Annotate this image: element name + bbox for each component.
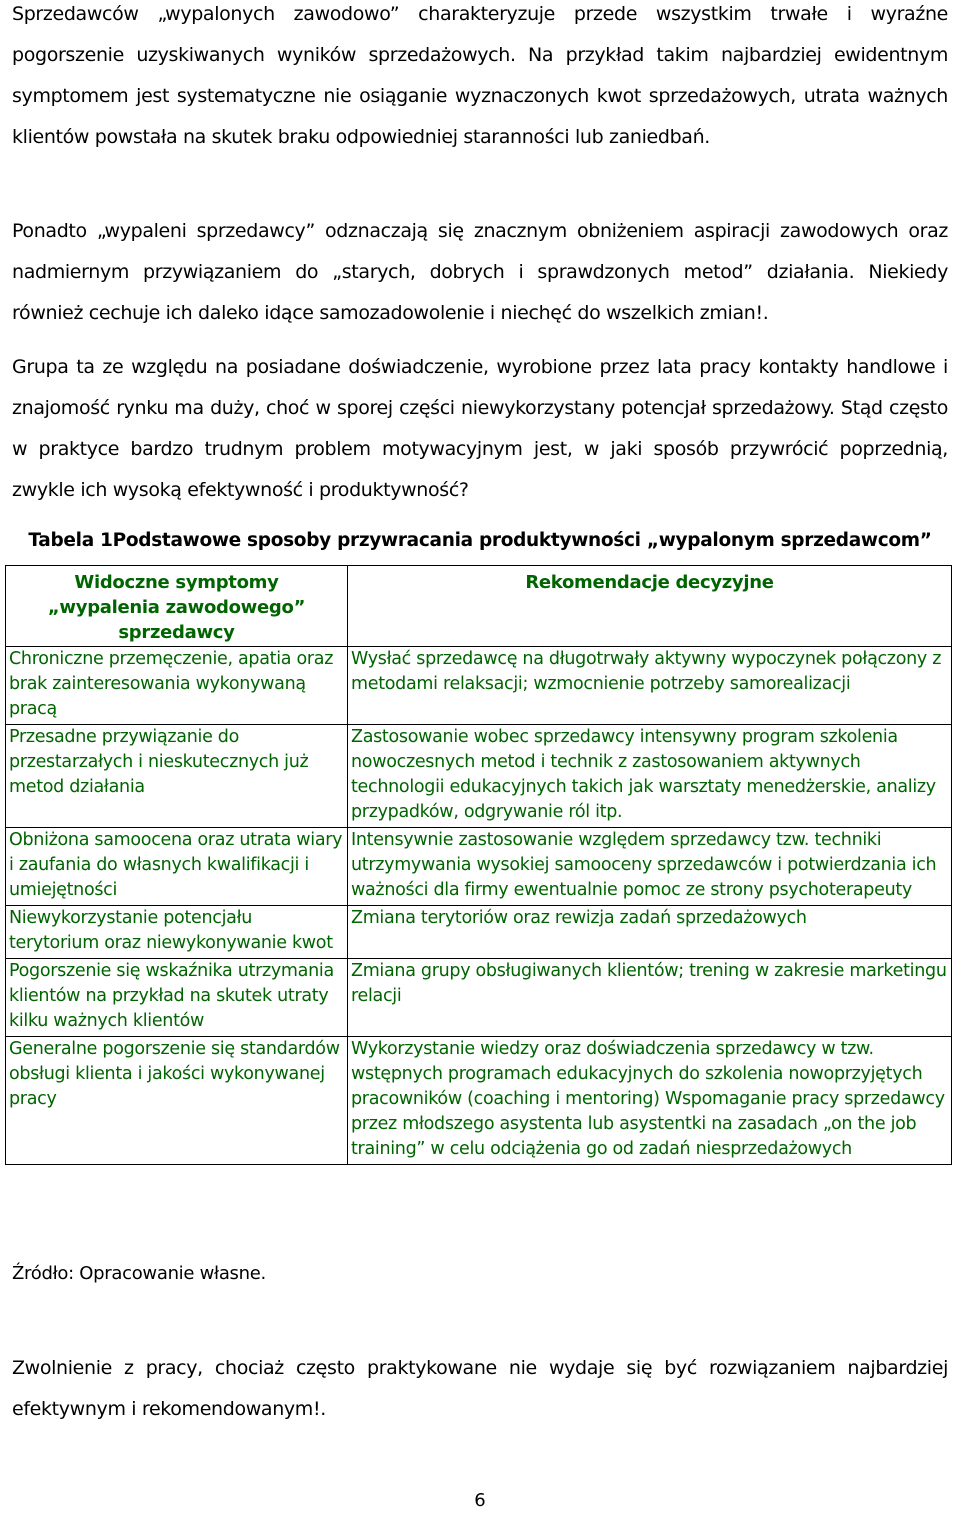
symptom-cell: Pogorszenie się wskaźnika utrzymania klientów na przykład na skutek utraty kilku ważnych klientów bbox=[6, 959, 348, 1037]
header-recommendations: Rekomendacje decyzyjne bbox=[348, 566, 952, 647]
recommendation-cell: Zmiana terytoriów oraz rewizja zadań sprzedażowych bbox=[348, 906, 952, 959]
table-source: Źródło: Opracowanie własne. bbox=[12, 1263, 266, 1284]
recommendation-cell: Wykorzystanie wiedzy oraz doświadczenia sprzedawcy w tzw. wstępnych programach edukacyjnych do szkolenia nowoprzyjętych pracowników (coaching i mentoring) Wspomaganie pracy sprzedawcy przez młodszego asystenta lub asystentki na zasadach „on the job training” w celu odciążenia go od zadań niesprzedażowych bbox=[348, 1037, 952, 1165]
table-row bbox=[6, 828, 952, 906]
table-row bbox=[6, 959, 952, 1037]
table-row bbox=[6, 1037, 952, 1165]
page-number: 6 bbox=[474, 1490, 486, 1511]
symptom-cell: Przesadne przywiązanie do przestarzałych i nieskutecznych już metod działania bbox=[6, 725, 348, 828]
recommendation-cell: Intensywnie zastosowanie względem sprzedawcy tzw. techniki utrzymywania wysokiej samooceny sprzedawców i potwierdzania ich ważności dla firmy ewentualnie pomoc ze strony psychoterapeuty bbox=[348, 828, 952, 906]
header-symptoms: Widoczne symptomy „wypalenia zawodowego” sprzedawcy bbox=[6, 566, 348, 647]
paragraph-burnout-potential: Grupa ta ze względu na posiadane doświadczenie, wyrobione przez lata pracy kontakty handlowe i znajomość rynku ma duży, choć w sporej części niewykorzystany potencjał sprzedażowy. Stąd często w praktyce bardzo trudnym problem motywacyjnym jest, w jaki sposób przywrócić poprzednią, zwykle ich wysoką efektywność i produktywność? bbox=[12, 356, 948, 501]
recommendation-cell: Zastosowanie wobec sprzedawcy intensywny program szkolenia nowoczesnych metod i technik z zastosowaniem aktywnych technologii edukacyjnych takich jak warsztaty menedżerskie, analizy przypadków, odgrywanie ról itp. bbox=[348, 725, 952, 828]
paragraph-dismissal: Zwolnienie z pracy, chociaż często praktykowane nie wydaje się być rozwiązaniem najbardziej efektywnym i rekomendowanym!. bbox=[12, 1357, 948, 1420]
paragraph-burnout-aspirations: Ponadto „wypaleni sprzedawcy” odznaczają się znacznym obniżeniem aspiracji zawodowych oraz nadmiernym przywiązaniem do „starych, dobrych i sprawdzonych metod” działania. Niekiedy również cechuje ich daleko idące samozadowolenie i niechęć do wszelkich zmian!. bbox=[12, 220, 948, 324]
recommendation-cell: Wysłać sprzedawcę na długotrwały aktywny wypoczynek połączony z metodami relaksacji; wzmocnienie potrzeby samorealizacji bbox=[348, 647, 952, 725]
table-row bbox=[6, 725, 952, 828]
table-row bbox=[6, 906, 952, 959]
table-row bbox=[6, 647, 952, 725]
symptom-cell: Obniżona samoocena oraz utrata wiary i zaufania do własnych kwalifikacji i umiejętności bbox=[6, 828, 348, 906]
table-caption: Tabela 1Podstawowe sposoby przywracania produktywności „wypalonym sprzedawcom” bbox=[28, 530, 932, 551]
recommendation-cell: Zmiana grupy obsługiwanych klientów; trening w zakresie marketingu relacji bbox=[348, 959, 952, 1037]
paragraph-burnout-symptoms: Sprzedawców „wypalonych zawodowo” charakteryzuje przede wszystkim trwałe i wyraźne pogorszenie uzyskiwanych wyników sprzedażowych. Na przykład takim najbardziej ewidentnym symptomem jest systematyczne nie osiąganie wyznaczonych kwot sprzedażowych, utrata ważnych klientów powstała na skutek braku odpowiedniej staranności lub zaniedbań. bbox=[12, 3, 948, 148]
table-header-row bbox=[6, 566, 952, 647]
symptom-cell: Chroniczne przemęczenie, apatia oraz brak zainteresowania wykonywaną pracą bbox=[6, 647, 348, 725]
recommendations-table bbox=[5, 565, 952, 1165]
symptom-cell: Generalne pogorszenie się standardów obsługi klienta i jakości wykonywanej pracy bbox=[6, 1037, 348, 1165]
symptom-cell: Niewykorzystanie potencjału terytorium oraz niewykonywanie kwot bbox=[6, 906, 348, 959]
